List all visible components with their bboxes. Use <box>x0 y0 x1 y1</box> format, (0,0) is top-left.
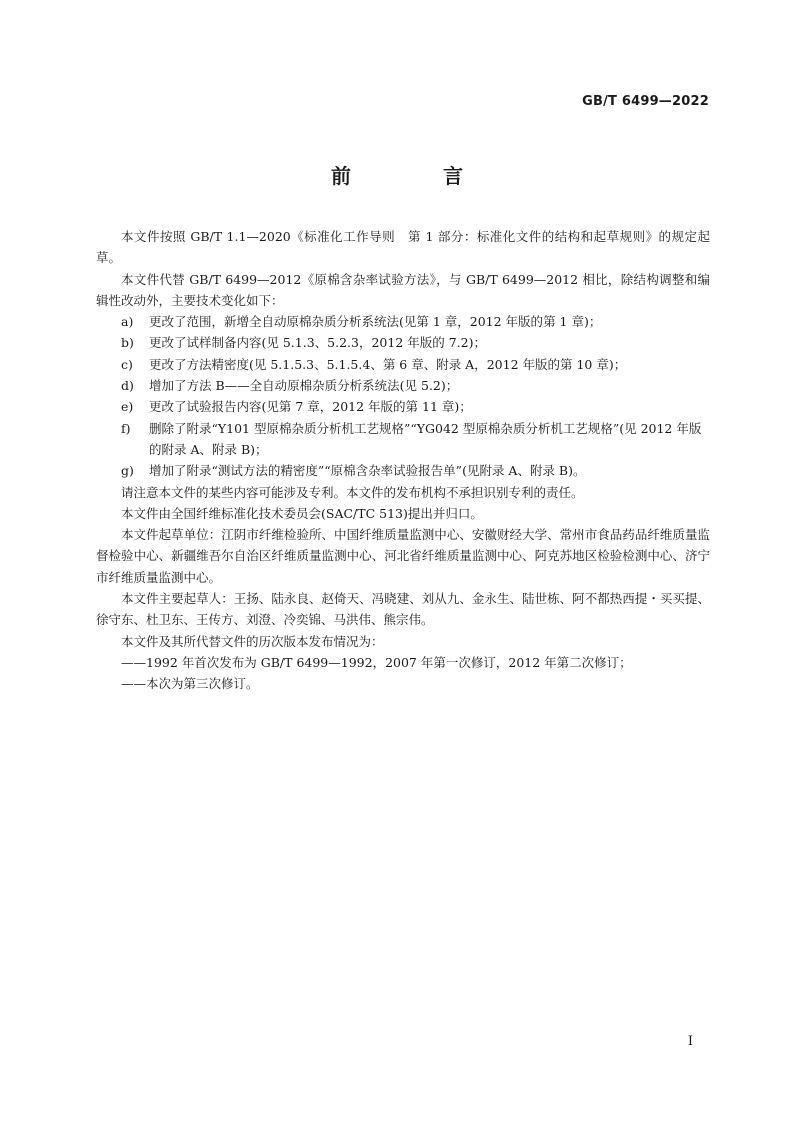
list-text: 增加了方法 B——全自动原棉杂质分析系统法(见 5.2)； <box>149 378 459 394</box>
list-item <box>96 311 710 332</box>
list-text: 更改了方法精密度(见 5.1.5.3、5.1.5.4、第 6 章、附录 A，2012 年版的第 10 章)； <box>149 356 627 372</box>
list-marker: g) <box>121 463 134 479</box>
list-text: 更改了范围，新增全自动原棉杂质分析系统法(见第 1 章，2012 年版的第 1 章)； <box>149 314 602 330</box>
list-marker: b) <box>121 335 134 351</box>
paragraph-drafting-units: 本文件起草单位：江阴市纤维检验所、中国纤维质量监测中心、安徽财经大学、常州市食品药品纤维质量监督检验中心、新疆维吾尔自治区纤维质量监测中心、河北省纤维质量监测中心、阿克苏地区检验检测中心、济宁市纤维质量监测中心。 <box>96 527 710 585</box>
list-item <box>96 396 710 417</box>
list-item <box>96 418 710 461</box>
list-item <box>96 354 710 375</box>
paragraph-drafters: 本文件主要起草人：王扬、陆永良、赵倚天、冯晓建、刘从九、金永生、陆世栋、阿不都热西提・买买提、徐守东、杜卫东、王传方、刘澄、冷奕锦、马洪伟、熊宗伟。 <box>96 591 710 628</box>
history-item: ——本次为第三次修订。 <box>121 676 259 692</box>
list-marker: c) <box>121 356 133 372</box>
page-title: 前 言 <box>331 164 499 188</box>
list-marker: a) <box>121 314 134 330</box>
list-text: 增加了附录“测试方法的精密度”“原棉含杂率试验报告单”(见附录 A、附录 B)。 <box>149 463 586 479</box>
list-item <box>96 375 710 396</box>
paragraph-patent-notice: 请注意本文件的某些内容可能涉及专利。本文件的发布机构不承担识别专利的责任。 <box>121 484 584 500</box>
history-item: ——1992 年首次发布为 GB/T 6499—1992，2007 年第一次修订，2012 年第二次修订； <box>121 654 632 670</box>
paragraph-replaces: 本文件代替 GB/T 6499—2012《原棉含杂率试验方法》，与 GB/T 6499—2012 相比，除结构调整和编辑性改动外，主要技术变化如下： <box>96 271 710 308</box>
page-number: I <box>687 1034 693 1049</box>
paragraph-drafting-rules: 本文件按照 GB/T 1.1—2020《标准化工作导则 第 1 部分：标准化文件的结构和起草规则》的规定起草。 <box>96 229 710 266</box>
list-item <box>96 460 710 481</box>
changes-list <box>96 311 710 481</box>
list-text: 删除了附录“Y101 型原棉杂质分析机工艺规格”“YG042 型原棉杂质分析机工艺规格”(见 2012 年版的附录 A、附录 B)； <box>149 420 702 457</box>
paragraph-history-intro: 本文件及其所代替文件的历次版本发布情况为： <box>121 633 384 649</box>
standard-code: GB/T 6499—2022 <box>582 94 709 109</box>
list-marker: f) <box>121 420 131 436</box>
list-marker: e) <box>121 399 134 415</box>
list-text: 更改了试验报告内容(见第 7 章，2012 年版的第 11 章)； <box>149 399 472 415</box>
list-text: 更改了试样制备内容(见 5.1.3、5.2.3，2012 年版的 7.2)； <box>149 335 486 351</box>
paragraph-proposer: 本文件由全国纤维标准化技术委员会(SAC/TC 513)提出并归口。 <box>121 505 483 521</box>
list-marker: d) <box>121 378 134 394</box>
list-item <box>96 332 710 353</box>
foreword-body <box>96 226 710 695</box>
